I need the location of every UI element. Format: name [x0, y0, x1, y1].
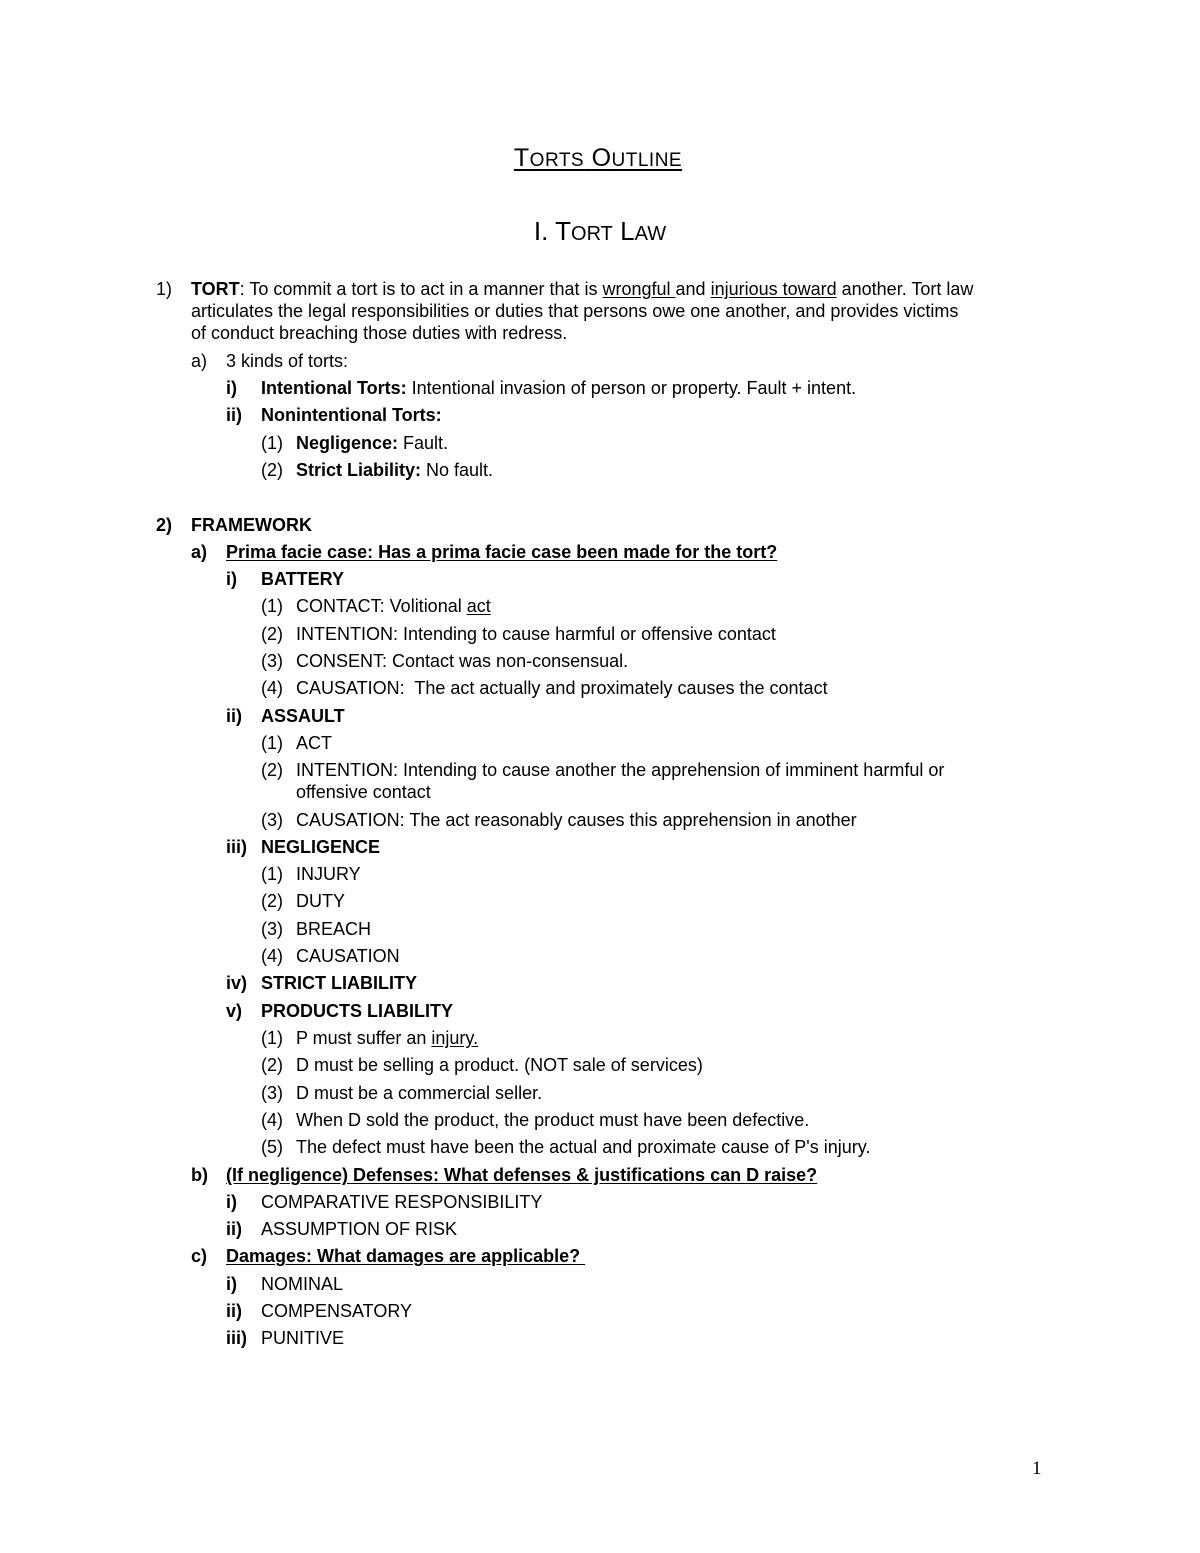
list-marker: 1)	[156, 279, 173, 299]
list-item: COMPARATIVE RESPONSIBILITY	[261, 1192, 543, 1212]
list-marker: (3)	[261, 651, 283, 671]
list-marker: i)	[226, 1274, 237, 1294]
section-title: I. TORT LAW	[533, 216, 667, 246]
list-item: BREACH	[296, 919, 372, 939]
list-marker: (3)	[261, 810, 283, 830]
list-marker: (2)	[261, 891, 283, 911]
list-marker: b)	[191, 1165, 208, 1185]
list-item: P must suffer an injury.	[296, 1028, 479, 1048]
list-item: When D sold the product, the product must have been defective.	[296, 1110, 810, 1130]
list-item: D must be selling a product. (NOT sale of services)	[296, 1055, 703, 1075]
list-marker: (1)	[261, 733, 283, 753]
list-marker: c)	[191, 1246, 208, 1266]
document-title: TORTS OUTLINE	[513, 144, 683, 172]
list-marker: (1)	[261, 596, 283, 616]
list-marker: (4)	[261, 946, 283, 966]
list-item: CONSENT: Contact was non-consensual.	[296, 651, 629, 671]
list-marker: (3)	[261, 1083, 283, 1103]
list-item: Strict Liability: No fault.	[296, 460, 494, 480]
list-marker: a)	[191, 542, 208, 562]
list-item: INTENTION: Intending to cause another the apprehension of imminent harmful or	[296, 760, 945, 780]
list-marker: ii)	[226, 1301, 242, 1321]
list-item: ASSUMPTION OF RISK	[261, 1219, 458, 1239]
strict-liability-heading: STRICT LIABILITY	[261, 973, 417, 993]
assault-heading: ASSAULT	[261, 706, 345, 726]
list-marker: iv)	[226, 973, 248, 993]
list-item: COMPENSATORY	[261, 1301, 413, 1321]
list-marker: (5)	[261, 1137, 283, 1157]
list-item: CONTACT: Volitional act	[296, 596, 491, 616]
list-item: CAUSATION: The act actually and proximately causes the contact	[296, 678, 828, 698]
list-item: Intentional Torts: Intentional invasion of person or property. Fault + intent.	[261, 378, 857, 398]
list-item: 3 kinds of torts:	[226, 351, 349, 371]
negligence-heading: NEGLIGENCE	[261, 837, 381, 857]
list-marker: ii)	[226, 405, 242, 425]
list-item: PUNITIVE	[261, 1328, 345, 1348]
page-number: 1	[1032, 1458, 1042, 1479]
prima-facie-heading: Prima facie case: Has a prima facie case been made for the tort?	[226, 542, 778, 562]
list-marker: v)	[226, 1001, 243, 1021]
tort-definition-line: of conduct breaching those duties with redress.	[191, 323, 568, 343]
list-marker: iii)	[226, 837, 247, 857]
list-marker: iii)	[226, 1328, 247, 1348]
list-marker: (2)	[261, 460, 283, 480]
list-marker: 2)	[156, 515, 173, 535]
products-liability-heading: PRODUCTS LIABILITY	[261, 1001, 453, 1021]
list-item: INJURY	[296, 864, 361, 884]
list-marker: ii)	[226, 1219, 242, 1239]
battery-heading: BATTERY	[261, 569, 344, 589]
list-marker: i)	[226, 569, 237, 589]
list-item: DUTY	[296, 891, 345, 911]
list-item: D must be a commercial seller.	[296, 1083, 543, 1103]
list-item: NOMINAL	[261, 1274, 344, 1294]
list-item: INTENTION: Intending to cause harmful or offensive contact	[296, 624, 776, 644]
list-marker: (3)	[261, 919, 283, 939]
list-marker: ii)	[226, 706, 242, 726]
list-item: CAUSATION	[296, 946, 400, 966]
list-marker: a)	[191, 351, 208, 371]
list-item: Nonintentional Torts:	[261, 405, 442, 425]
list-marker: (2)	[261, 624, 283, 644]
list-item: ACT	[296, 733, 332, 753]
list-item: Negligence: Fault.	[296, 433, 449, 453]
tort-definition-line: articulates the legal responsibilities or duties that persons owe one another, and provides victims	[191, 301, 959, 321]
list-marker: i)	[226, 378, 237, 398]
list-marker: i)	[226, 1192, 237, 1212]
list-item: CAUSATION: The act reasonably causes this apprehension in another	[296, 810, 857, 830]
list-marker: (2)	[261, 760, 283, 780]
framework-heading: FRAMEWORK	[191, 515, 312, 535]
tort-definition-line: TORT: To commit a tort is to act in a manner that is wrongful and injurious toward another. Tort law	[191, 279, 974, 299]
list-item-continuation: offensive contact	[296, 782, 431, 802]
list-marker: (1)	[261, 1028, 283, 1048]
defenses-heading: (If negligence) Defenses: What defenses & justifications can D raise?	[226, 1165, 818, 1185]
list-item: The defect must have been the actual and proximate cause of P's injury.	[296, 1137, 871, 1157]
list-marker: (1)	[261, 433, 283, 453]
damages-heading: Damages: What damages are applicable?	[226, 1246, 586, 1266]
list-marker: (2)	[261, 1055, 283, 1075]
list-marker: (4)	[261, 678, 283, 698]
list-marker: (1)	[261, 864, 283, 884]
list-marker: (4)	[261, 1110, 283, 1130]
